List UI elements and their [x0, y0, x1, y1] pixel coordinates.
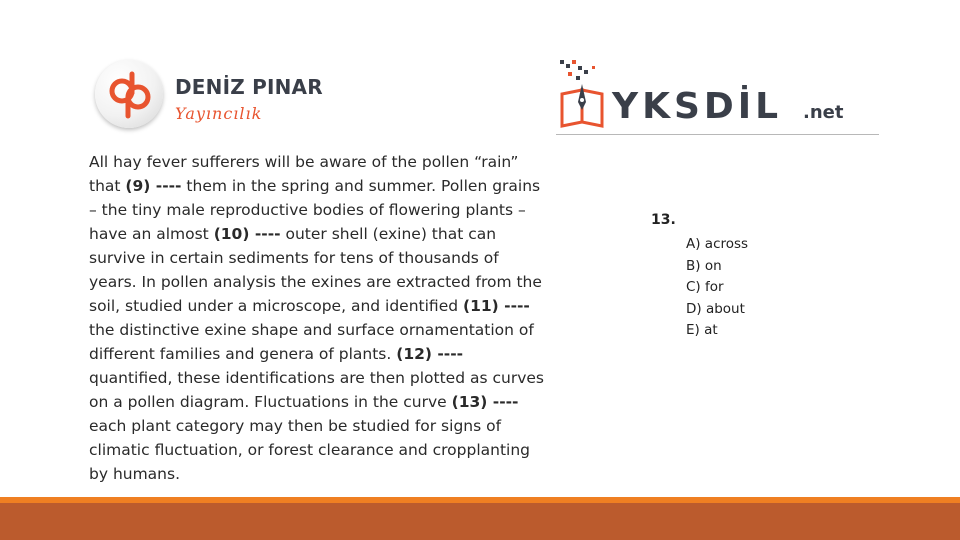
passage-text: the distinctive exine shape and surface ornamentation of different families and genera of plants.: [89, 321, 534, 363]
site-logo-tld: .net: [803, 102, 844, 123]
site-logo: [556, 58, 846, 130]
publisher-logo: [93, 58, 333, 134]
header-divider: [556, 134, 879, 135]
reading-passage: [89, 150, 549, 486]
answer-options: [686, 234, 748, 342]
blank-13: (13) ----: [451, 393, 519, 411]
option-d[interactable]: D) about: [686, 300, 745, 317]
site-logo-word: YKSDİL: [612, 86, 783, 127]
blank-12: (12) ----: [396, 345, 464, 363]
passage-text: quantified, these identifications are then plotted as curves on a pollen diagram. Fluctuations in the curve: [89, 369, 544, 411]
open-book-pen-icon: [556, 58, 612, 130]
blank-11: (11) ----: [463, 297, 530, 315]
blank-10: (10) ----: [213, 225, 281, 243]
dp-monogram-icon: [95, 60, 163, 128]
question-number: 13.: [651, 212, 676, 228]
passage-text: All hay fever sufferers will be aware of the pollen “rain” that: [89, 153, 519, 195]
option-a[interactable]: A) across: [686, 236, 749, 252]
blank-9: (9) ----: [125, 177, 182, 195]
passage-text: each plant category may then be studied for signs of climatic fluctuation, or forest clearance and cropplanting by humans.: [89, 417, 531, 483]
option-b[interactable]: B) on: [686, 257, 722, 274]
publisher-name: DENİZ PINAR: [175, 75, 323, 99]
passage-text: outer shell (exine) that can survive in certain sediments for tens of thousands of years. In pollen analysis the exines are extracted from the soil, studied under a microscope, and identified: [89, 225, 542, 315]
footer-bar: [0, 503, 960, 540]
option-c[interactable]: C) for: [686, 279, 724, 295]
option-e[interactable]: E) at: [686, 322, 718, 338]
passage-text: them in the spring and summer. Pollen grains – the tiny male reproductive bodies of flowering plants – have an almost: [89, 177, 541, 243]
publisher-subtitle: Yayıncılık: [175, 104, 263, 123]
